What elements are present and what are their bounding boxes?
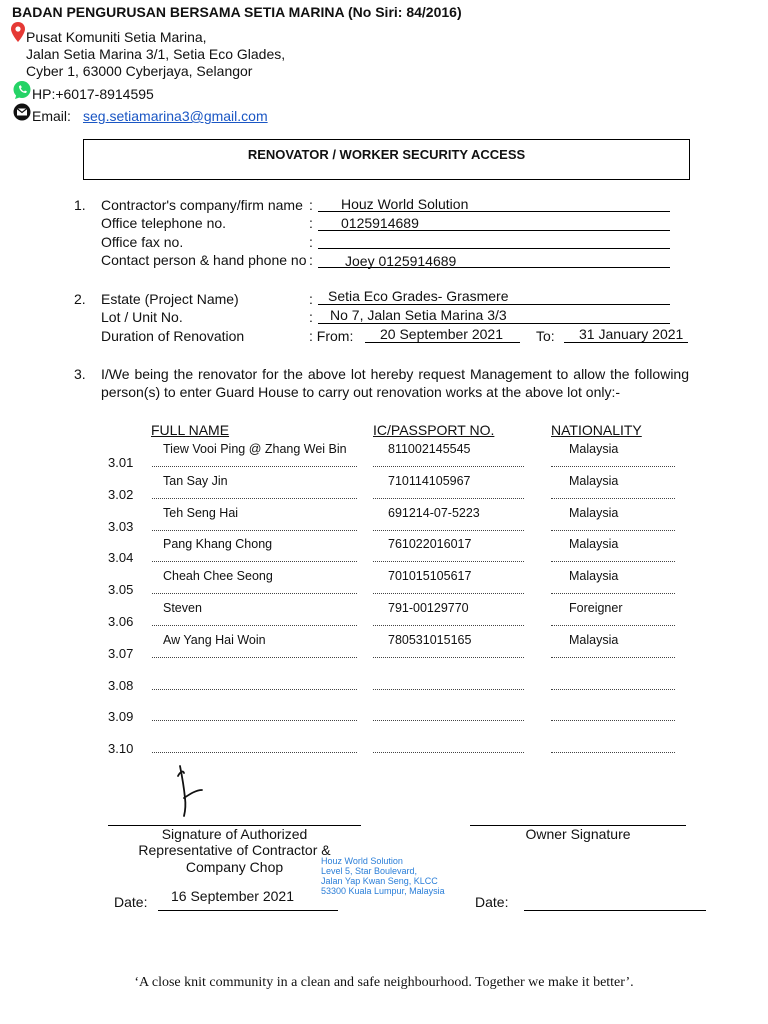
row-ic[interactable]: 791-00129770	[388, 601, 469, 615]
address-line-1: Pusat Komuniti Setia Marina,	[26, 29, 207, 45]
row-name[interactable]: Aw Yang Hai Woin	[163, 632, 266, 647]
row-ic[interactable]: 811002145545	[388, 442, 471, 456]
row-dotted-line	[152, 498, 357, 499]
date-label: Date:	[114, 894, 148, 910]
column-header-ic: IC/PASSPORT NO.	[373, 422, 495, 438]
to-label: To:	[536, 328, 555, 344]
row-dotted-line	[551, 561, 675, 562]
phone-number: HP:+6017-8914595	[32, 86, 154, 102]
row-ic[interactable]: 691214-07-5223	[388, 505, 480, 520]
row-name[interactable]: Cheah Chee Seong	[163, 569, 273, 584]
row-ic[interactable]: 710114105967	[388, 473, 471, 488]
field-label-contact: Contact person & hand phone no	[101, 252, 307, 268]
row-dotted-line	[152, 720, 357, 721]
section-3-number: 3.	[74, 366, 86, 382]
field-line	[318, 211, 670, 212]
row-nationality[interactable]: Malaysia	[569, 473, 619, 488]
owner-date-line	[524, 910, 706, 911]
row-ic[interactable]: 761022016017	[388, 537, 472, 552]
field-label-lot: Lot / Unit No.	[101, 309, 183, 325]
field-value-contact[interactable]: Joey 0125914689	[345, 253, 457, 269]
row-dotted-line	[551, 657, 675, 658]
row-number: 3.04	[108, 550, 134, 566]
row-nationality[interactable]: Malaysia	[569, 569, 619, 584]
colon: :	[309, 291, 313, 307]
field-label-office-fax: Office fax no.	[101, 234, 184, 250]
company-chop-line-4: 53300 Kuala Lumpur, Malaysia	[321, 886, 445, 896]
row-number: 3.07	[108, 645, 134, 661]
field-label-company: Contractor's company/firm name	[101, 197, 303, 213]
row-ic[interactable]: 780531015165	[388, 632, 472, 647]
row-dotted-line	[152, 689, 357, 690]
row-dotted-line	[373, 657, 524, 658]
form-title: RENOVATOR / WORKER SECURITY ACCESS	[247, 147, 526, 162]
field-label-duration: Duration of Renovation	[101, 328, 245, 344]
field-label-office-tel: Office telephone no.	[101, 215, 227, 231]
field-line	[564, 342, 688, 343]
row-dotted-line	[551, 752, 675, 753]
owner-signature-caption: Owner Signature	[525, 826, 631, 842]
field-line	[318, 304, 670, 305]
handwritten-signature	[170, 762, 210, 822]
row-dotted-line	[551, 466, 675, 467]
row-dotted-line	[551, 720, 675, 721]
column-header-full-name: FULL NAME	[151, 422, 230, 438]
row-dotted-line	[373, 530, 524, 531]
row-number: 3.02	[108, 486, 134, 502]
row-dotted-line	[152, 625, 357, 626]
row-dotted-line	[373, 593, 524, 594]
row-dotted-line	[373, 466, 524, 467]
row-dotted-line	[152, 752, 357, 753]
location-pin-icon	[11, 22, 25, 42]
row-dotted-line	[152, 593, 357, 594]
row-nationality[interactable]: Malaysia	[569, 505, 619, 520]
company-chop-line-2: Level 5, Star Boulevard,	[321, 866, 418, 876]
address-line-2: Jalan Setia Marina 3/1, Setia Eco Glades,	[26, 46, 286, 62]
address-line-3: Cyber 1, 63000 Cyberjaya, Selangor	[26, 63, 253, 79]
field-line	[318, 323, 670, 324]
request-text-line-1: I/We being the renovator for the above lot hereby request Management to allow the following	[101, 366, 689, 382]
field-line	[318, 248, 670, 249]
date-line	[158, 910, 338, 911]
section-1-number: 1.	[74, 197, 86, 213]
row-ic[interactable]: 701015105617	[388, 569, 472, 584]
row-nationality[interactable]: Foreigner	[569, 601, 623, 615]
field-label-estate: Estate (Project Name)	[101, 291, 239, 307]
colon: :	[309, 197, 313, 213]
field-value-estate[interactable]: Setia Eco Grades- Grasmere	[328, 288, 509, 304]
field-value-office-tel[interactable]: 0125914689	[341, 215, 419, 231]
field-line	[318, 267, 670, 268]
field-value-from[interactable]: 20 September 2021	[380, 326, 503, 342]
row-number: 3.06	[108, 614, 134, 629]
row-number: 3.01	[108, 455, 134, 470]
whatsapp-icon	[12, 80, 32, 100]
row-name[interactable]: Steven	[163, 601, 202, 615]
row-nationality[interactable]: Malaysia	[569, 537, 619, 552]
field-line	[365, 342, 520, 343]
row-nationality[interactable]: Malaysia	[569, 442, 619, 456]
field-value-lot[interactable]: No 7, Jalan Setia Marina 3/3	[330, 307, 507, 323]
row-dotted-line	[152, 561, 357, 562]
row-dotted-line	[551, 530, 675, 531]
row-dotted-line	[373, 689, 524, 690]
email-icon	[13, 103, 31, 121]
field-value-company[interactable]: Houz World Solution	[341, 196, 469, 212]
row-number: 3.08	[108, 677, 134, 693]
colon: :	[309, 309, 313, 325]
row-dotted-line	[373, 498, 524, 499]
row-dotted-line	[551, 498, 675, 499]
field-line	[318, 230, 670, 231]
authorized-caption-1: Signature of Authorized	[161, 826, 308, 842]
row-dotted-line	[373, 720, 524, 721]
row-dotted-line	[373, 561, 524, 562]
request-text-line-2: person(s) to enter Guard House to carry out renovation works at the above lot only:-	[101, 384, 621, 400]
row-number: 3.09	[108, 709, 134, 725]
row-number: 3.10	[108, 741, 134, 757]
footer-motto: ‘A close knit community in a clean and safe neighbourhood. Together we make it better’.	[134, 975, 634, 990]
authorized-caption-2: Representative of Contractor &	[138, 842, 331, 858]
row-dotted-line	[152, 530, 357, 531]
row-number: 3.05	[108, 582, 134, 598]
row-dotted-line	[152, 657, 357, 658]
row-dotted-line	[373, 752, 524, 753]
colon: :	[309, 252, 313, 268]
row-name[interactable]: Pang Khang Chong	[163, 537, 273, 552]
row-name[interactable]: Tiew Vooi Ping @ Zhang Wei Bin	[163, 442, 347, 456]
company-chop-line-1: Houz World Solution	[321, 856, 403, 866]
row-dotted-line	[551, 625, 675, 626]
row-dotted-line	[551, 689, 675, 690]
colon: :	[309, 234, 313, 250]
row-nationality[interactable]: Malaysia	[569, 632, 619, 647]
email-label: Email:	[32, 108, 71, 124]
from-label: : From:	[309, 328, 354, 344]
date-value[interactable]: 16 September 2021	[171, 888, 294, 904]
row-number: 3.03	[108, 518, 134, 534]
field-value-to[interactable]: 31 January 2021	[579, 326, 684, 342]
row-dotted-line	[373, 625, 524, 626]
row-name[interactable]: Tan Say Jin	[163, 473, 228, 488]
company-chop-line-3: Jalan Yap Kwan Seng, KLCC	[321, 876, 438, 886]
email-link[interactable]: seg.setiamarina3@gmail.com	[83, 108, 268, 124]
org-title: BADAN PENGURUSAN BERSAMA SETIA MARINA (No Siri: 84/2016)	[12, 4, 462, 20]
column-header-nationality: NATIONALITY	[551, 422, 642, 438]
owner-date-label: Date:	[475, 894, 509, 910]
row-dotted-line	[152, 466, 357, 467]
authorized-caption-3: Company Chop	[185, 859, 284, 875]
row-dotted-line	[551, 593, 675, 594]
colon: :	[309, 215, 313, 231]
row-name[interactable]: Teh Seng Hai	[163, 505, 239, 520]
section-2-number: 2.	[74, 291, 86, 307]
